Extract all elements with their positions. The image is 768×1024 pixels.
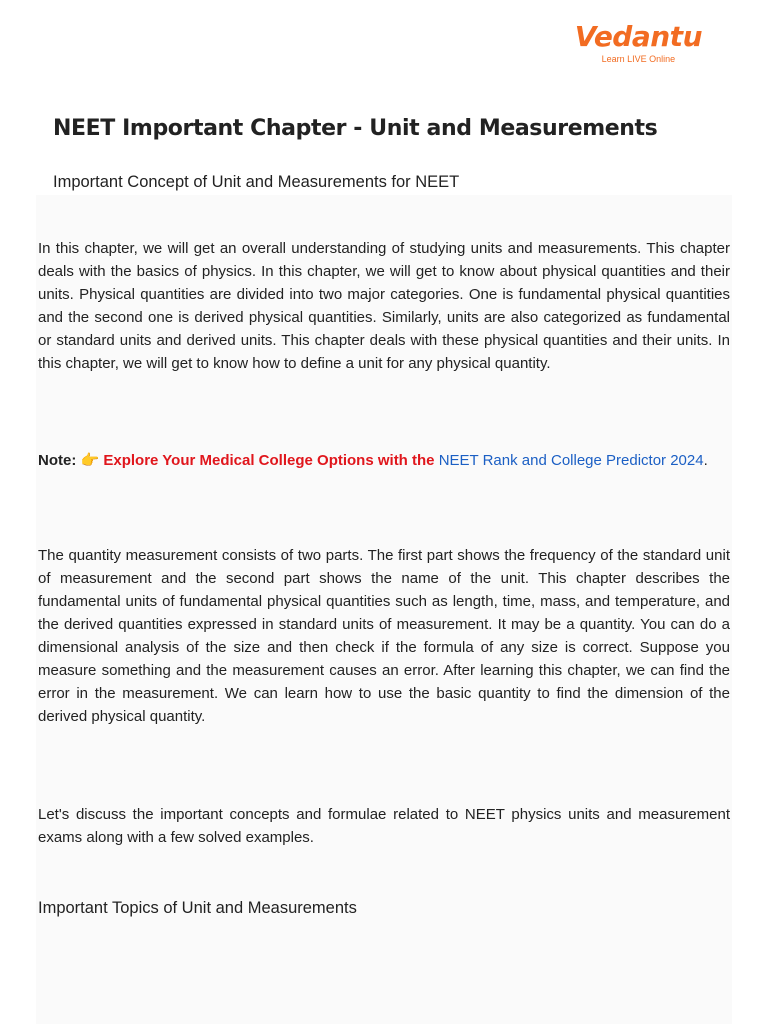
note-text: Explore Your Medical College Options with the [103, 452, 435, 469]
page-subtitle: Important Concept of Unit and Measurements for NEET [53, 173, 460, 191]
page-title: NEET Important Chapter - Unit and Measurements [53, 116, 658, 141]
pointing-hand-icon: 👉 [80, 452, 100, 469]
section-heading: Important Topics of Unit and Measurements [38, 899, 357, 917]
vedantu-logo [575, 22, 702, 65]
note-label: Note: [38, 452, 77, 469]
note-suffix: . [703, 452, 708, 469]
logo-wordmark: Vedantu [574, 20, 702, 53]
neet-predictor-link[interactable]: NEET Rank and College Predictor 2024 [438, 452, 704, 469]
note-paragraph [38, 449, 730, 472]
logo-tagline: Learn LIVE Online [601, 54, 676, 64]
intro-paragraph: In this chapter, we will get an overall understanding of studying units and measurements. This chapter deals with the basics of physics. In this chapter, we will get to know about physical quantities and their units. Physical quantities are divided into two major categories. One is fundamental physical quantities and the second one is derived physical quantities. Similarly, units are also categorized as fundamental or standard units and derived units. This chapter deals with these physical quantities and their units. In this chapter, we will get to know how to define a unit for any physical quantity. [38, 240, 730, 372]
discussion-paragraph: Let's discuss the important concepts and formulae related to NEET physics units and measurement exams along with a few solved examples. [38, 806, 730, 846]
measurement-paragraph: The quantity measurement consists of two parts. The first part shows the frequency of the standard unit of measurement and the second part shows the name of the unit. This chapter describes the fundamental units of fundamental physical quantities such as length, time, mass, and temperature, and the derived quantities expressed in standard units of measurement. It may be a quantity. You can do a dimensional analysis of the size and then check if the formula of any size is correct. Suppose you measure something and the measurement causes an error. After learning this chapter, we can find the error in the measurement. We can learn how to use the basic quantity to find the dimension of the derived physical quantity. [38, 547, 730, 725]
